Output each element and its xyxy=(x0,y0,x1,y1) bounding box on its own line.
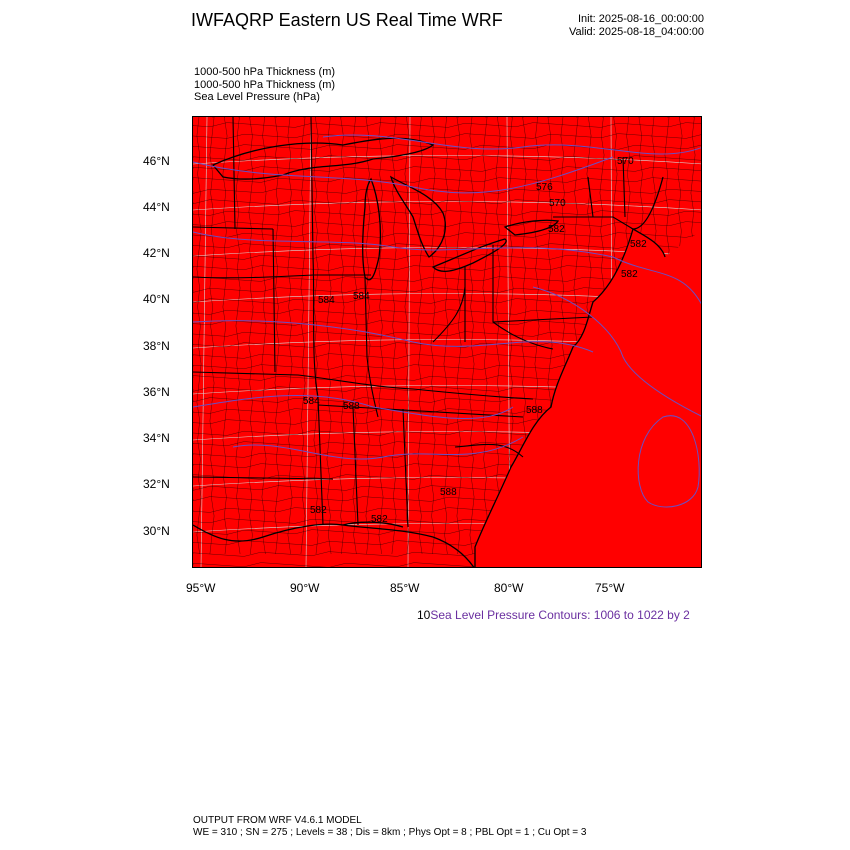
field-label-thickness-2: 1000-500 hPa Thickness (m) xyxy=(194,78,336,91)
field-label-slp: Sea Level Pressure (hPa) xyxy=(194,91,320,103)
lon-label-75: 75°W xyxy=(595,581,625,595)
lat-label-32: 32°N xyxy=(143,477,170,491)
thickness-contour-label: 588 xyxy=(526,405,543,416)
model-footer xyxy=(193,815,586,839)
init-time: Init: 2025-08-16_00:00:00 xyxy=(578,13,704,25)
thickness-contour-label: 576 xyxy=(536,182,553,193)
lat-label-40: 40°N xyxy=(143,292,170,306)
footer-model-config: WE = 310 ; SN = 275 ; Levels = 38 ; Dis = 8km ; Phys Opt = 8 ; PBL Opt = 1 ; Cu Opt = 3 xyxy=(193,827,587,838)
map-canvas xyxy=(193,117,702,568)
lat-label-34: 34°N xyxy=(143,431,170,445)
lat-label-38: 38°N xyxy=(143,339,170,353)
thickness-contour-label: 582 xyxy=(621,269,638,280)
thickness-contour-label: 570 xyxy=(617,156,634,167)
thickness-contour-label: 584 xyxy=(353,291,370,302)
field-labels xyxy=(194,66,335,104)
lat-label-44: 44°N xyxy=(143,200,170,214)
thickness-contour-label: 582 xyxy=(371,514,388,525)
thickness-contour-label: 582 xyxy=(630,239,647,250)
thickness-contour-label: 582 xyxy=(310,505,327,516)
thickness-contour-label: 588 xyxy=(343,401,360,412)
lat-label-46: 46°N xyxy=(143,154,170,168)
lon-label-90: 90°W xyxy=(290,581,320,595)
lat-label-36: 36°N xyxy=(143,385,170,399)
valid-time: Valid: 2025-08-18_04:00:00 xyxy=(569,26,704,38)
slp-contour-info: Sea Level Pressure Contours: 1006 to 1022 by 2 xyxy=(430,608,690,622)
init-valid-times xyxy=(540,13,704,39)
field-label-thickness-1: 1000-500 hPa Thickness (m) xyxy=(194,66,336,78)
thickness-contour-label: 584 xyxy=(303,396,320,407)
lat-label-42: 42°N xyxy=(143,246,170,260)
lon-label-95: 95°W xyxy=(186,581,216,595)
lat-label-30: 30°N xyxy=(143,524,170,538)
lon-label-85: 85°W xyxy=(390,581,420,595)
map-panel xyxy=(192,116,702,568)
contour-info-prefix: 10 xyxy=(417,608,431,622)
contour-info xyxy=(417,608,690,622)
thickness-contour-label: 570 xyxy=(549,198,566,209)
lon-label-80: 80°W xyxy=(494,581,524,595)
thickness-contour-label: 582 xyxy=(548,224,565,235)
thickness-contour-label: 584 xyxy=(318,295,335,306)
footer-model-version: OUTPUT FROM WRF V4.6.1 MODEL xyxy=(193,815,362,826)
thickness-contour-label: 588 xyxy=(440,487,457,498)
plot-title: IWFAQRP Eastern US Real Time WRF xyxy=(191,10,503,30)
